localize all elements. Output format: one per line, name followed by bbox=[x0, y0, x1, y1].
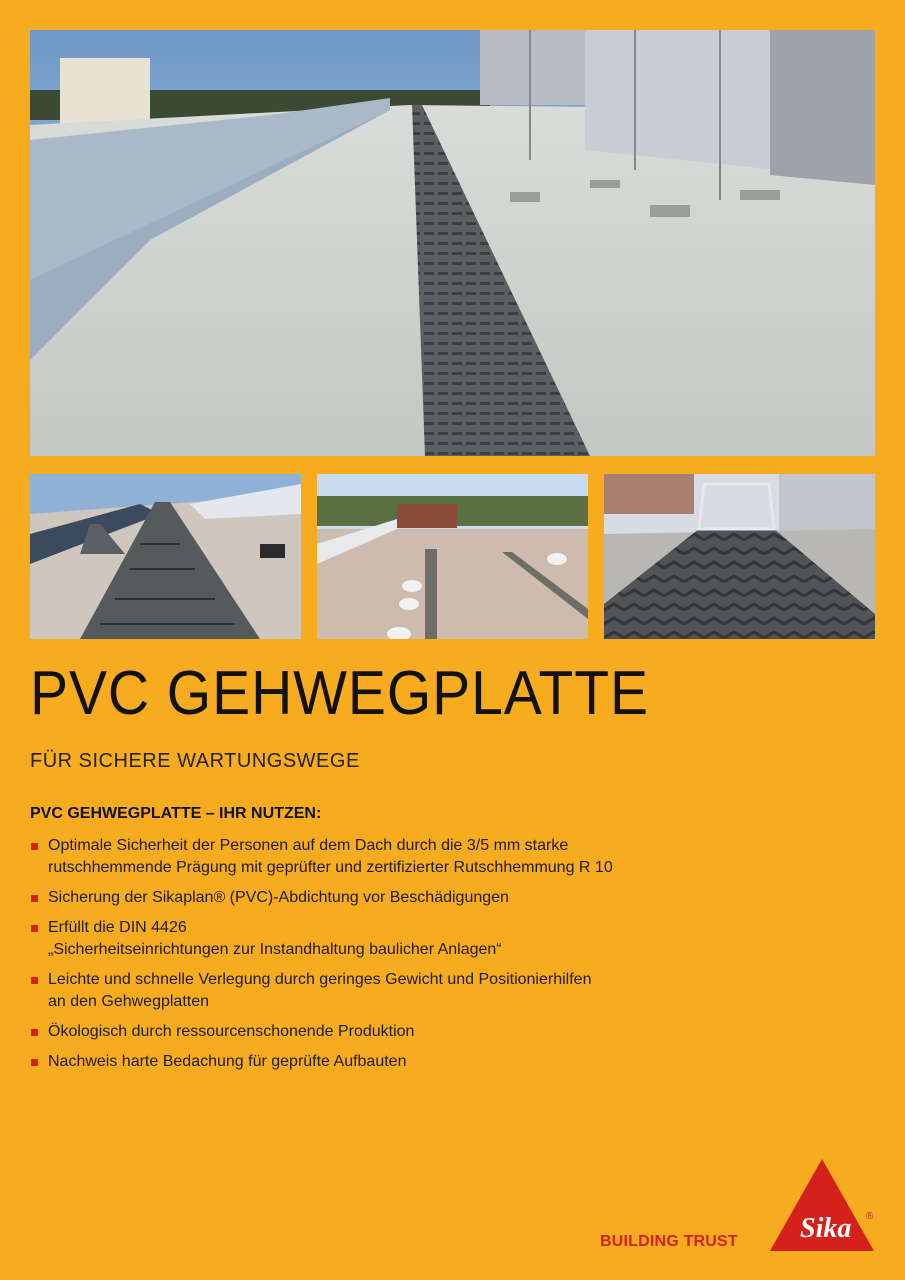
bullet-icon bbox=[31, 1029, 38, 1036]
list-item bbox=[30, 887, 710, 909]
brand-tagline: BUILDING TRUST bbox=[600, 1233, 738, 1250]
list-item bbox=[30, 1051, 710, 1073]
list-item bbox=[30, 835, 710, 879]
list-item-line: Nachweis harte Bedachung für geprüfte Aufbauten bbox=[48, 1053, 407, 1070]
list-item-line: Erfüllt die DIN 4426 bbox=[48, 919, 187, 936]
bullet-icon bbox=[31, 1059, 38, 1066]
benefits-heading: PVC GEHWEGPLATTE – IHR NUTZEN: bbox=[30, 805, 322, 822]
list-item-line: Ökologisch durch ressourcenschonende Produktion bbox=[48, 1023, 415, 1040]
page-title: PVC GEHWEGPLATTE bbox=[30, 659, 650, 728]
list-item-line: „Sicherheitseinrichtungen zur Instandhaltung baulicher Anlagen“ bbox=[48, 941, 502, 958]
bullet-icon bbox=[31, 843, 38, 850]
list-item-line: Sicherung der Sikaplan® (PVC)-Abdichtung vor Beschädigungen bbox=[48, 889, 509, 906]
sika-logo bbox=[766, 1157, 878, 1253]
benefits-list bbox=[30, 835, 710, 1081]
list-item-line: an den Gehwegplatten bbox=[48, 993, 210, 1010]
thumbnail-photo-chevron-walkway bbox=[604, 474, 875, 639]
list-item bbox=[30, 1021, 710, 1043]
list-item-line: rutschhemmende Prägung mit geprüfter und zertifizierter Rutschhemmung R 10 bbox=[48, 859, 613, 876]
list-item bbox=[30, 969, 710, 1013]
page-subtitle: FÜR SICHERE WARTUNGSWEGE bbox=[30, 750, 360, 772]
list-item-line: Leichte und schnelle Verlegung durch geringes Gewicht und Positionierhilfen bbox=[48, 971, 592, 988]
list-item-line: Optimale Sicherheit der Personen auf dem Dach durch die 3/5 mm starke bbox=[48, 837, 569, 854]
thumbnail-photo-roof bbox=[317, 474, 588, 639]
thumbnail-photo-walkway bbox=[30, 474, 301, 639]
bullet-icon bbox=[31, 895, 38, 902]
registered-mark: ® bbox=[866, 1211, 874, 1222]
logo-text: Sika bbox=[800, 1213, 852, 1244]
hero-photo bbox=[30, 30, 875, 456]
bullet-icon bbox=[31, 925, 38, 932]
list-item bbox=[30, 917, 710, 961]
bullet-icon bbox=[31, 977, 38, 984]
